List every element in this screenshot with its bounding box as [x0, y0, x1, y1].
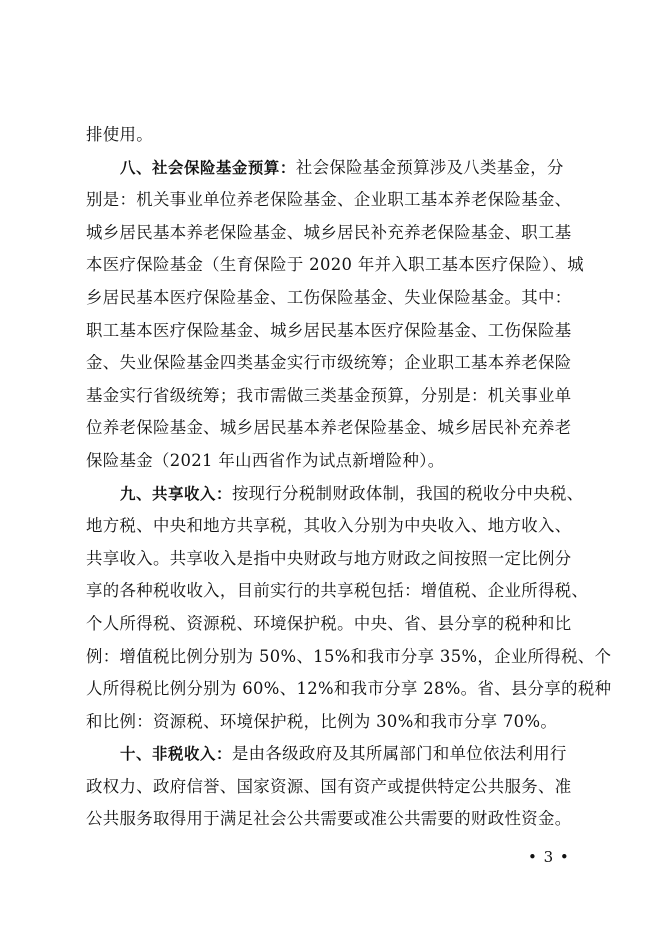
section-8-line: 社会保险基金预算涉及八类基金，分 [295, 157, 564, 177]
section-10-line: 公共服务取得用于满足社会公共需要或准公共需要的财政性资金。 [86, 809, 572, 829]
section-10-line: 政权力、政府信誉、国家资源、国有资产或提供特定公共服务、准 [86, 776, 572, 796]
body-text [86, 119, 612, 836]
section-8-line: 基金实行省级统筹；我市需做三类基金预算，分别是：机关事业单 [86, 385, 572, 405]
section-9-line: 地方税、中央和地方共享税，其收入分别为中央收入、地方收入、 [86, 516, 572, 536]
section-10-line: 是由各级政府及其所属部门和单位依法利用行 [231, 744, 567, 764]
section-8-first-line [86, 152, 590, 185]
section-9-term: 九、共享收入： [120, 484, 232, 503]
section-8-line: 本医疗保险基金（生育保险于 2020 年并入职工基本医疗保险）、城 [86, 255, 585, 275]
page-number: • 3 • [528, 848, 570, 866]
section-8-line: 职工基本医疗保险基金、城乡居民基本医疗保险基金、工伤保险基 [86, 320, 572, 340]
section-10-term: 十、非税收入： [120, 745, 232, 764]
section-9-line: 例：增值税比例分别为 50%、15%和我市分享 35%，企业所得税、个 [86, 646, 612, 666]
section-8-line: 城乡居民基本养老保险基金、城乡居民补充养老保险基金、职工基 [86, 222, 572, 242]
section-10-first-line [86, 738, 590, 771]
section-8-line: 别是：机关事业单位养老保险基金、企业职工基本养老保险基金、 [86, 190, 572, 210]
section-8-line: 保险基金（2021 年山西省作为试点新增险种）。 [86, 450, 445, 470]
section-9-line: 享的各种税收收入，目前实行的共享税包括：增值税、企业所得税、 [86, 581, 589, 601]
section-9-first-line [86, 478, 590, 511]
section-8-line: 金、失业保险基金四类基金实行市级统筹；企业职工基本养老保险 [86, 353, 572, 373]
section-9-line: 和比例：资源税、环境保护税，比例为 30%和我市分享 70%。 [86, 711, 558, 731]
section-9-line: 按现行分税制财政体制，我国的税收分中央税、 [231, 483, 584, 503]
section-8-line: 位养老保险基金、城乡居民基本养老保险基金、城乡居民补充养老 [86, 418, 572, 438]
section-8-term: 八、社会保险基金预算： [120, 158, 296, 177]
section-9-line: 人所得税比例分别为 60%、12%和我市分享 28%。省、县分享的税种 [86, 679, 612, 699]
paragraph-continuation-line: 排使用。 [86, 125, 153, 144]
section-9-line: 个人所得税、资源税、环境保护税。中央、省、县分享的税种和比 [86, 613, 572, 633]
section-8-line: 乡居民基本医疗保险基金、工伤保险基金、失业保险基金。其中： [86, 287, 572, 307]
section-9-line: 共享收入。共享收入是指中央财政与地方财政之间按照一定比例分 [86, 548, 572, 568]
